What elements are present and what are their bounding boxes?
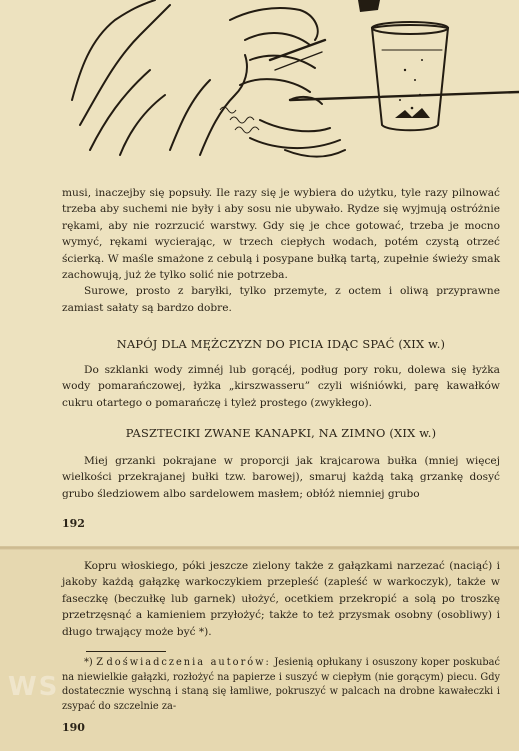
- page-number: 190: [62, 721, 85, 734]
- footnote-marker: *) Z: [84, 657, 104, 668]
- footnote: [62, 656, 500, 714]
- paragraph-text: Surowe, prosto z baryłki, tylko przemyte, z octem i oliwą przyprawne zamiast sałaty są bardzo dobre.: [62, 285, 500, 314]
- page-number: 192: [62, 517, 85, 530]
- paragraph-fennel: [62, 558, 500, 640]
- recipe-heading: NAPÓJ DLA MĘŻCZYZN DO PICIA IDĄC SPAĆ (XIX w.): [116, 337, 446, 351]
- watermark: WS: [8, 672, 60, 702]
- paragraph-canapes: [62, 453, 500, 502]
- paragraph-text: Miej grzanki pokrajane w proporcji jak krajcarowa bułka (mniej więcej wielkości przekrajanej bułki tzw. barowej), smaruj każdą taką grzankę dosyć grubo śledziowem albo sardelowem masłem; obłóż niemniej grubo: [62, 455, 500, 500]
- paragraph-pickled-mushrooms: [62, 185, 500, 316]
- paragraph-text: Do szklanki wody zimnéj lub gorącéj, podług pory roku, dolewa się łyżka wody pomarańczowej, łyżka „kirszwasseru” czyli wiśniówki, parę kawałków cukru otartego o pomarańczę i tyleż prostego (zwykłego).: [62, 364, 500, 409]
- paragraph-text: musi, inaczejby się popsuły. Ile razy się je wybiera do użytku, tyle razy pilnować trzeba aby suchemi nie były i aby sosu nie ubywało. Rydze się wyjmują ostróżnie rękami, aby nie rozrzucić warstwy. Gdy się je chce gotować, trzeba je mocno wymyć, rękami wycierając, w trzech ciepłych wodach, potém czystą otrzeć ścierką. W maśle smażone z cebulą i posypane bułką tartą, zupełnie świeży smak zachowują, już że tylko solić nie potrzeba.: [62, 187, 500, 282]
- paragraph-text: Kopru włoskiego, póki jeszcze zielony także z gałązkami narzezać (naciąć) i jakoby każdą gałązkę warkoczykiem przepleść (zapleść w warkoczyk), także w faseczkę (beczułkę lub garnek) ułożyć, ocetkiem przekropić a solą po troszkę przetrzęsnąć a kamieniem przyłożyć; także to też przysmak osobny (osobliwy) i długo trwający może być *).: [62, 560, 500, 638]
- footnote-text: Jesienią opłukany i osuszony koper poskubać na niewielkie gałązki, rozłożyć na papierze i suszyć w ciepłym (nie gorącym) piecu. Gdy dostatecznie wyschną i staną się łamliwe, pokruszyć w palcach na drobne kawałeczki i zsypać do szczelnie za-: [62, 657, 500, 712]
- hand-holding-glass-drawing: [60, 0, 519, 160]
- footnote-divider: [86, 651, 166, 652]
- footnote-source: doświadczenia autorów:: [106, 657, 271, 668]
- page-fold: [0, 546, 519, 550]
- paragraph-drink: [62, 362, 500, 411]
- recipe-heading: PASZTECIKI ZWANE KANAPKI, NA ZIMNO (XIX w.): [125, 426, 437, 440]
